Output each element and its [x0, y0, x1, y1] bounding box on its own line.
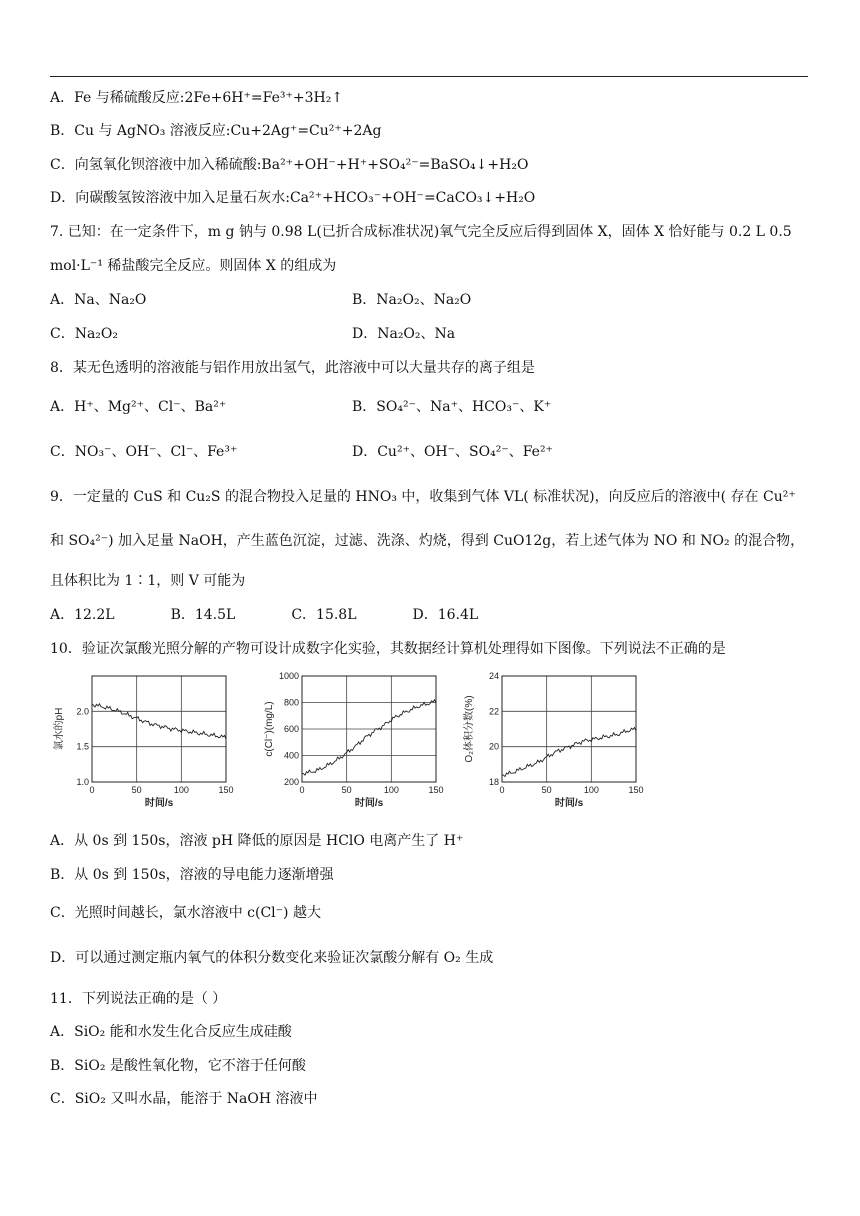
y-axis-label: O₂体积分数(%) — [464, 695, 475, 763]
y-tick-label: 24 — [488, 671, 499, 681]
q7-option-d: D．Na₂O₂、Na — [352, 326, 456, 342]
q10-option-c: C．光照时间越长，氯水溶液中 c(Cl⁻) 越大 — [50, 905, 321, 921]
chart-oxygen — [462, 668, 652, 818]
x-tick-label: 0 — [89, 785, 95, 795]
q8-option-a: A．H⁺、Mg²⁺、Cl⁻、Ba²⁺ — [50, 399, 227, 415]
plot-frame — [92, 676, 226, 782]
q10-option-d: D．可以通过测定瓶内氧气的体积分数变化来验证次氯酸分解有 O₂ 生成 — [50, 950, 494, 966]
x-tick-label: 100 — [383, 785, 399, 795]
y-tick-label: 200 — [283, 777, 299, 787]
y-tick-label: 2.0 — [76, 706, 89, 717]
q10-stem: 10．验证次氯酸光照分解的产物可设计成数字化实验，其数据经计算机处理得如下图像。下列说法不正确的是 — [50, 641, 726, 657]
q6-option-d: D．向碳酸氢铵溶液中加入足量石灰水:Ca²⁺+HCO₃⁻+OH⁻=CaCO₃↓+H₂O — [50, 190, 536, 206]
q6-option-a: A．Fe 与稀硫酸反应:2Fe+6H⁺=Fe³⁺+3H₂↑ — [50, 90, 344, 106]
x-tick-label: 50 — [131, 785, 142, 795]
chart-ph — [52, 668, 242, 818]
y-tick-label: 20 — [488, 741, 499, 752]
x-tick-label: 100 — [583, 785, 599, 795]
x-tick-label: 50 — [341, 785, 352, 795]
q7-option-c: C．Na₂O₂ — [50, 326, 119, 342]
x-axis-label: 时间/s — [144, 798, 174, 809]
y-tick-label: 600 — [283, 724, 299, 734]
q9-options: A．12.2L B．14.5L C．15.8L D．16.4L — [50, 607, 479, 623]
chart-chloride — [262, 668, 452, 818]
q9-stem-2: 和 SO₄²⁻) 加入足量 NaOH，产生蓝色沉淀，过滤、洗涤、灼烧，得到 CuO12g，若上述气体为 NO 和 NO₂ 的混合物， — [50, 533, 805, 549]
x-tick-label: 0 — [299, 785, 305, 795]
y-tick-label: 1000 — [278, 671, 299, 681]
q6-option-b: B．Cu 与 AgNO₃ 溶液反应:Cu+2Ag⁺=Cu²⁺+2Ag — [50, 123, 382, 139]
q11-option-c: C．SiO₂ 又叫水晶，能溶于 NaOH 溶液中 — [50, 1091, 318, 1107]
q7-option-b: B．Na₂O₂、Na₂O — [352, 292, 472, 308]
y-tick-label: 1.0 — [76, 777, 89, 787]
x-axis-label: 时间/s — [554, 798, 584, 809]
data-series-line — [92, 704, 226, 739]
q9-stem-3: 且体积比为 1∶1，则 V 可能为 — [50, 573, 246, 589]
q8-option-d: D．Cu²⁺、OH⁻、SO₄²⁻、Fe²⁺ — [352, 444, 553, 460]
q7-stem-2: mol·L⁻¹ 稀盐酸完全反应。则固体 X 的组成为 — [50, 258, 337, 274]
y-axis-label: c(Cl⁻)(mg/L) — [264, 701, 275, 757]
x-tick-label: 150 — [628, 785, 644, 795]
y-tick-label: 800 — [283, 697, 299, 708]
y-tick-label: 400 — [283, 750, 299, 761]
x-tick-label: 150 — [218, 785, 234, 795]
header-rule — [50, 76, 808, 77]
x-tick-label: 0 — [499, 785, 505, 795]
y-tick-label: 18 — [488, 777, 499, 787]
x-axis-label: 时间/s — [354, 798, 384, 809]
q11-option-b: B．SiO₂ 是酸性氧化物，它不溶于任何酸 — [50, 1058, 306, 1074]
x-tick-label: 150 — [428, 785, 444, 795]
data-series-line — [302, 700, 436, 775]
q10-option-b: B．从 0s 到 150s，溶液的导电能力逐渐增强 — [50, 867, 334, 883]
y-axis-label: 氯水的pH — [54, 707, 65, 751]
y-tick-label: 1.5 — [76, 741, 89, 752]
q7-stem-1: 7. 已知：在一定条件下，m g 钠与 0.98 L(已折合成标准状况)氧气完全反应后得到固体 X，固体 X 恰好能与 0.2 L 0.5 — [50, 224, 792, 240]
data-series-line — [502, 728, 636, 777]
x-tick-label: 100 — [173, 785, 189, 795]
plot-frame — [502, 676, 636, 782]
q10-option-a: A．从 0s 到 150s，溶液 pH 降低的原因是 HClO 电离产生了 H⁺ — [50, 833, 464, 849]
q6-option-c: C．向氢氧化钡溶液中加入稀硫酸:Ba²⁺+OH⁻+H⁺+SO₄²⁻=BaSO₄↓+H₂O — [50, 157, 529, 173]
q8-option-c: C．NO₃⁻、OH⁻、Cl⁻、Fe³⁺ — [50, 444, 238, 460]
q11-stem: 11．下列说法正确的是（ ） — [50, 991, 227, 1007]
y-tick-label: 22 — [488, 706, 499, 717]
q9-stem-1: 9．一定量的 CuS 和 Cu₂S 的混合物投入足量的 HNO₃ 中，收集到气体 VL( 标准状况)，向反应后的溶液中( 存在 Cu²⁺ — [50, 489, 796, 505]
q11-option-a: A．SiO₂ 能和水发生化合反应生成硅酸 — [50, 1024, 292, 1040]
q7-option-a: A．Na、Na₂O — [50, 292, 147, 308]
q8-option-b: B．SO₄²⁻、Na⁺、HCO₃⁻、K⁺ — [352, 399, 552, 415]
q8-stem: 8．某无色透明的溶液能与铝作用放出氢气，此溶液中可以大量共存的离子组是 — [50, 360, 535, 376]
x-tick-label: 50 — [541, 785, 552, 795]
